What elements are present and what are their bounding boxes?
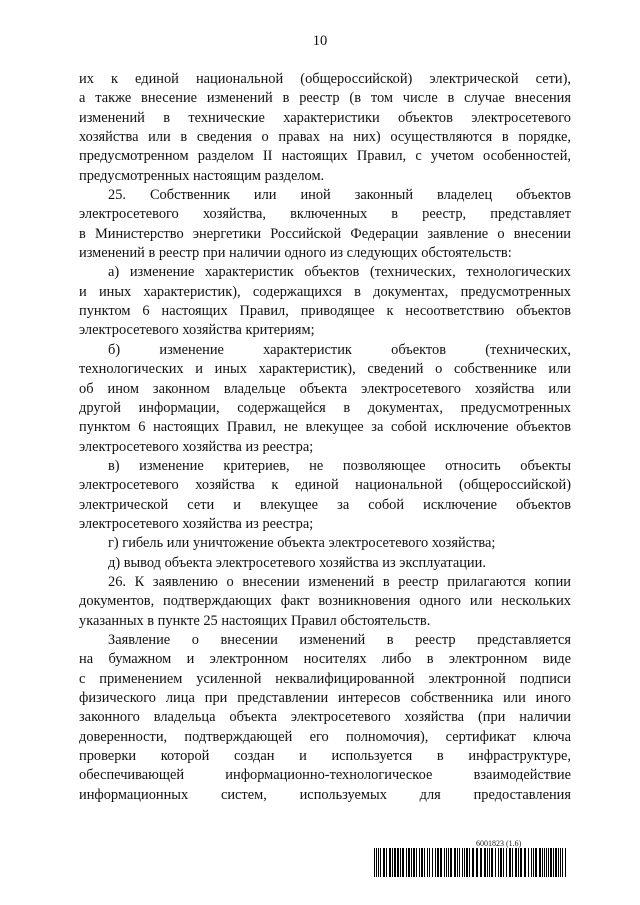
text-line: изменений в реестр при наличии одного из следующих обстоятельств: [79, 245, 512, 262]
text-line: физического лица при представлении интересов собственника или иного [79, 690, 571, 706]
text-line: пунктом 6 настоящих Правил, не влекущее за собой исключение объектов [79, 419, 571, 436]
text-line: электросетевого хозяйства из реестра; [79, 515, 314, 532]
text-line: обеспечивающей информационно-технологическое взаимодействие [79, 767, 571, 784]
text-line: а также внесение изменений в реестр (в том числе в случае внесения [79, 90, 571, 107]
text-line: пунктом 6 настоящих Правил, приводящее к несоответствию объектов [79, 303, 571, 320]
text-line: технологических и иных характеристик), сведений о собственнике или [79, 361, 571, 378]
text-line: на бумажном и электронном носителях либо в электронном виде [79, 651, 571, 668]
text-line: электросетевого хозяйства к единой национальной (общероссийской) [79, 477, 571, 494]
text-line: об ином законном владельце объекта электросетевого хозяйства или [79, 380, 571, 397]
text-line: документов, подтверждающих факт возникновения одного или нескольких [79, 593, 571, 610]
text-line: указанных в пункте 25 настоящих Правил обстоятельств. [79, 612, 431, 629]
text-line: предусмотренном разделом II настоящих Правил, с учетом особенностей, [79, 148, 571, 165]
text-line: информационных систем, используемых для предоставления [79, 786, 571, 803]
text-line: в Министерство энергетики Российской Федерации заявление о внесении [79, 225, 571, 242]
text-line: их к единой национальной (общероссийской) электрической сети), [79, 71, 571, 87]
document-body [79, 70, 571, 805]
text-line: электрической сети и влекущее за собой исключение объектов [79, 496, 571, 513]
text-line: электросетевого хозяйства из реестра; [79, 438, 314, 455]
text-line: электросетевого хозяйства, включенных в реестр, представляет [79, 206, 571, 223]
text-line: а) изменение характеристик объектов (технических, технологических [108, 264, 571, 281]
text-line: в) изменение критериев, не позволяющее относить объекты [108, 457, 571, 474]
document-code: 6001823 (1.6) [476, 839, 522, 848]
text-line: с применением усиленной неквалифицированной электронной подписи [79, 670, 571, 687]
text-line: проверки которой создан и используется в инфраструктуре, [79, 748, 571, 765]
text-line: Заявление о внесении изменений в реестр представляется [108, 631, 571, 648]
text-line: б) изменение характеристик объектов (технических, [108, 341, 571, 358]
text-line: другой информации, содержащейся в документах, предусмотренных [79, 399, 571, 416]
text-line: предусмотренных настоящим разделом. [79, 167, 325, 184]
text-line: и иных характеристик), содержащихся в документах, предусмотренных [79, 283, 571, 300]
barcode-icon [374, 848, 570, 877]
text-line: 26. К заявлению о внесении изменений в реестр прилагаются копии [108, 573, 571, 590]
text-line: хозяйства или в сведения о правах на них) осуществляются в порядке, [79, 129, 571, 146]
page-number: 10 [312, 33, 328, 49]
text-line: г) гибель или уничтожение объекта электросетевого хозяйства; [108, 535, 496, 552]
text-line: изменений в технические характеристики объектов электросетевого [79, 109, 571, 126]
text-line: электросетевого хозяйства критериям; [79, 322, 315, 339]
text-line: законного владельца объекта электросетевого хозяйства (при наличии [79, 709, 571, 726]
text-line: доверенности, подтверждающей его полномочия), сертификат ключа [79, 728, 571, 745]
text-line: д) вывод объекта электросетевого хозяйства из эксплуатации. [108, 554, 486, 571]
text-line: 25. Собственник или иной законный владелец объектов [108, 187, 571, 204]
